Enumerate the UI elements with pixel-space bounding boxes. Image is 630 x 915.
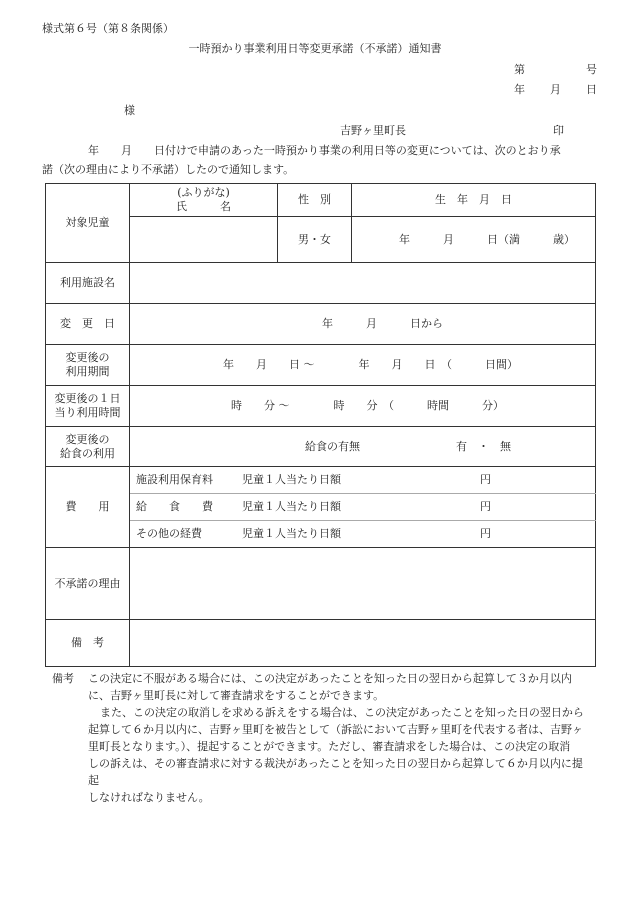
date-year: 年 bbox=[514, 83, 525, 96]
notes-line-2: に、吉野ヶ里町長に対して審査請求をすることができます。 bbox=[88, 689, 385, 702]
cost-unit: 円 bbox=[480, 527, 491, 540]
cost-item: 給 食 費 bbox=[136, 500, 213, 513]
cost-desc: 児童１人当たり日額 bbox=[242, 473, 341, 486]
period-value[interactable]: 年 月 日 ～ 年 月 日 （ 日間） bbox=[130, 345, 596, 386]
doc-number-dai: 第 bbox=[514, 63, 525, 76]
notes-line-7: しなければなりません。 bbox=[88, 791, 210, 804]
date-day: 日 bbox=[586, 83, 597, 96]
facility-label: 利用施設名 bbox=[46, 263, 130, 304]
cost-row-2 bbox=[130, 521, 596, 548]
meal-item: 給食の有無 bbox=[305, 439, 360, 453]
name-field[interactable] bbox=[130, 217, 278, 263]
hours-label-line-2: 当り利用時間 bbox=[54, 406, 121, 419]
period-label bbox=[46, 345, 130, 386]
period-label-line-1: 変更後の bbox=[65, 351, 110, 364]
meal-value[interactable]: 有 ・ 無 bbox=[456, 439, 511, 453]
meal-label-line-1: 変更後の bbox=[65, 432, 110, 446]
hours-label bbox=[46, 386, 130, 427]
addressee-suffix: 様 bbox=[124, 104, 135, 117]
facility-field[interactable] bbox=[130, 263, 596, 304]
document-title: 一時預かり事業利用日等変更承諾（不承諾）通知書 bbox=[188, 42, 442, 55]
meal-label bbox=[46, 427, 130, 467]
cost-item: 施設利用保育料 bbox=[136, 473, 213, 486]
furigana-label: (ふりがな) bbox=[177, 186, 230, 199]
meal-row[interactable] bbox=[130, 427, 596, 467]
notes-line-5: 里町長となります。）、提起することができます。ただし、審査請求をした場合は、この決定の取消 bbox=[88, 740, 571, 753]
notes-line-6: しの訴えは、その審査請求に対する裁決があったことを知った日の翌日から起算して６か月以内に提起 bbox=[88, 757, 583, 787]
reason-field[interactable] bbox=[130, 548, 596, 620]
notes-line-1: この決定に不服がある場合には、この決定があったことを知った日の翌日から起算して３か月以内 bbox=[88, 672, 572, 685]
date-month: 月 bbox=[550, 83, 561, 96]
intro-line-2: 諾（次の理由により不承諾）したので通知します。 bbox=[42, 163, 295, 176]
change-day-label: 変 更 日 bbox=[46, 304, 130, 345]
notes-line-3: また、この決定の取消しを求める訴えをする場合は、この決定があったことを知った日の翌日から bbox=[100, 706, 584, 719]
meal-label-line-2: 給食の利用 bbox=[60, 446, 115, 460]
doc-number-go: 号 bbox=[586, 63, 597, 76]
name-label: 氏 名 bbox=[176, 200, 231, 213]
period-label-line-2: 利用期間 bbox=[65, 365, 110, 378]
notes-line-4: 起算して６か月以内に、吉野ヶ里町を被告として（訴訟において吉野ヶ里町を代表する者は、吉野ヶ bbox=[88, 723, 583, 736]
cost-desc: 児童１人当たり日額 bbox=[242, 527, 341, 540]
reason-label: 不承諾の理由 bbox=[46, 548, 130, 620]
cost-unit: 円 bbox=[480, 500, 491, 513]
birth-label: 生 年 月 日 bbox=[352, 184, 596, 217]
cost-row-1 bbox=[130, 494, 596, 521]
notes bbox=[52, 670, 592, 806]
cost-unit: 円 bbox=[480, 473, 491, 486]
cost-label: 費 用 bbox=[46, 467, 130, 548]
notes-head: 備考 bbox=[52, 672, 74, 685]
intro-line-1: 年 月 日付けで申請のあった一時預かり事業の利用日等の変更については、次のとおり承 bbox=[88, 144, 561, 157]
change-day-value[interactable]: 年 月 日から bbox=[130, 304, 596, 345]
gender-value[interactable]: 男・女 bbox=[278, 217, 352, 263]
cost-item: その他の経費 bbox=[136, 527, 202, 540]
form-table bbox=[45, 183, 596, 667]
hours-label-line-1: 変更後の１日 bbox=[54, 392, 121, 405]
remarks-field[interactable] bbox=[130, 620, 596, 667]
gender-label: 性 別 bbox=[278, 184, 352, 217]
form-number: 様式第６号（第８条関係） bbox=[42, 22, 174, 35]
cost-row-0 bbox=[130, 467, 596, 494]
child-label: 対象児童 bbox=[46, 184, 130, 263]
birth-value[interactable]: 年 月 日（満 歳） bbox=[352, 217, 596, 263]
remarks-label: 備 考 bbox=[46, 620, 130, 667]
name-header bbox=[130, 184, 278, 217]
cost-desc: 児童１人当たり日額 bbox=[242, 500, 341, 513]
issuer-name: 吉野ヶ里町長 bbox=[340, 124, 406, 137]
seal-mark: 印 bbox=[553, 124, 564, 137]
hours-value[interactable]: 時 分 ～ 時 分 （ 時間 分） bbox=[130, 386, 596, 427]
